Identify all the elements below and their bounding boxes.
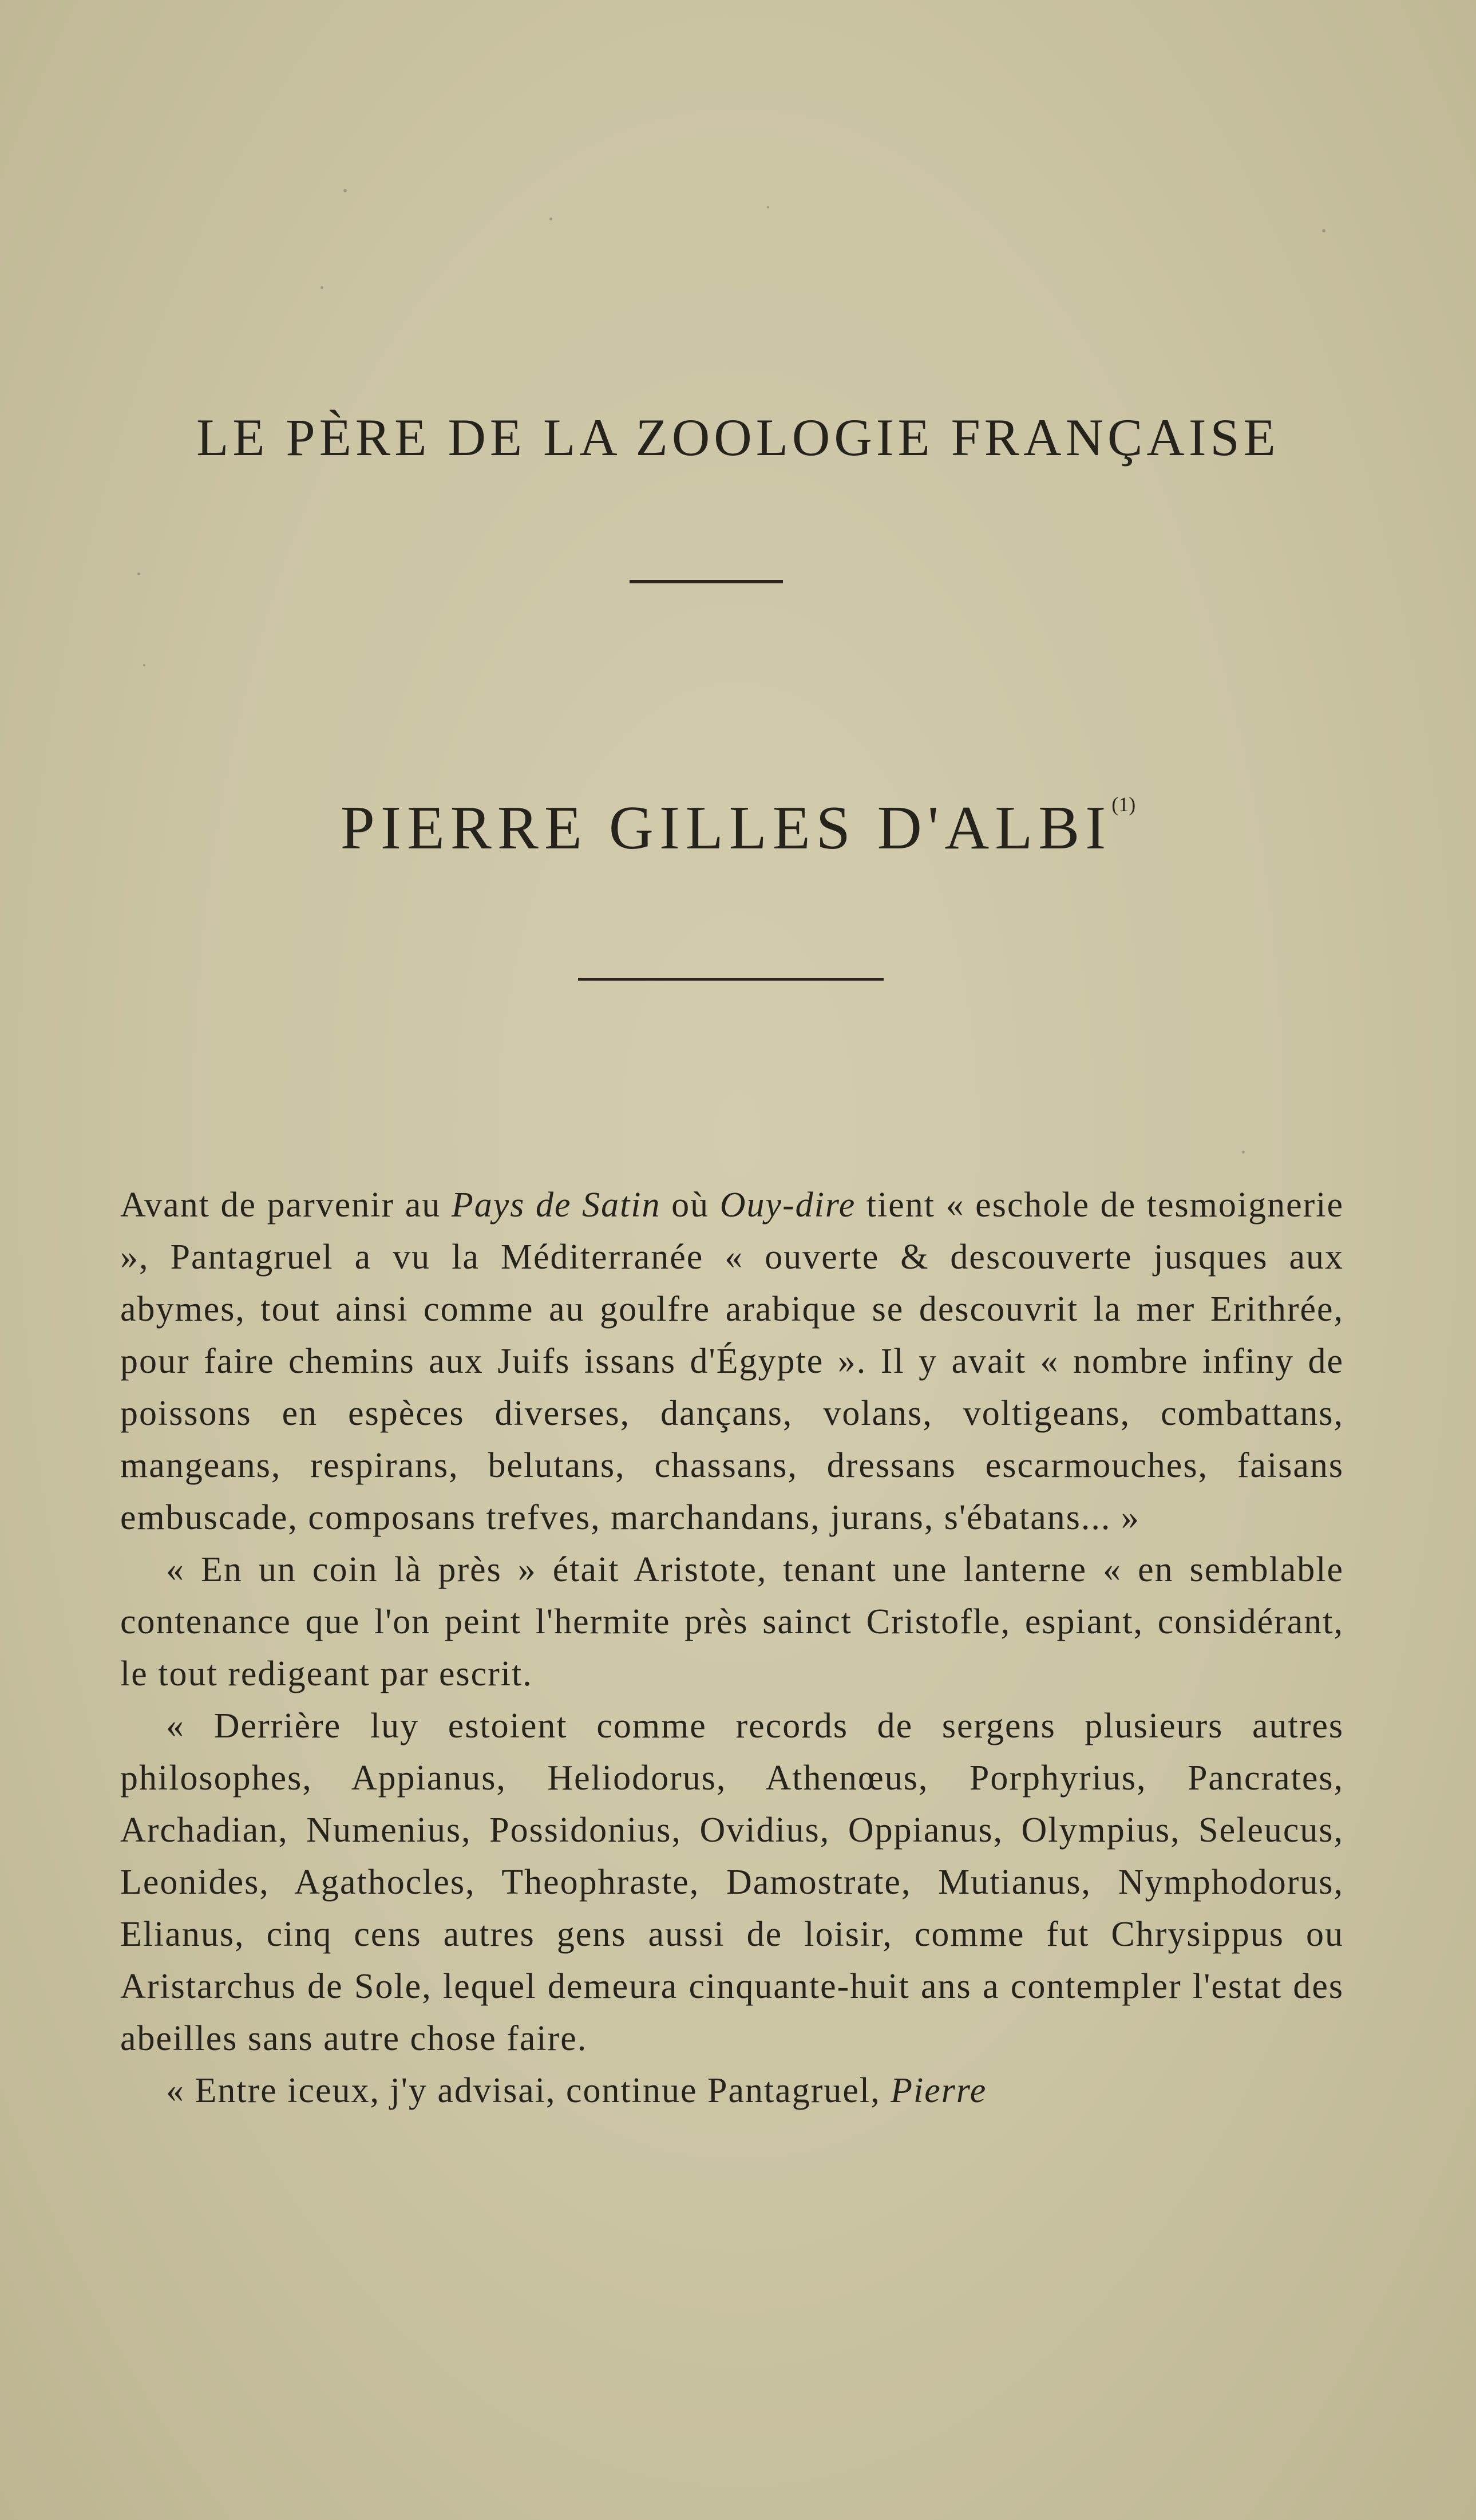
paper-speck: [767, 206, 769, 208]
italic-text: Pierre: [891, 2071, 987, 2110]
paper-speck: [1242, 1151, 1245, 1154]
paper-speck: [143, 664, 145, 666]
paper-speck: [549, 218, 552, 220]
paper-speck: [343, 189, 347, 192]
body-paragraph: [120, 2065, 1344, 2117]
body-paragraph: [120, 1179, 1344, 1544]
article-title-text: PIERRE GILLES D'ALBI: [340, 794, 1112, 862]
title-divider: [578, 978, 884, 981]
paragraph-text: Avant de parvenir au: [120, 1186, 452, 1225]
paper-speck: [320, 286, 323, 289]
article-body: [120, 1179, 1344, 2117]
italic-text: Ouy-dire: [719, 1186, 856, 1225]
paper-speck: [1322, 229, 1325, 232]
paragraph-text: « Entre iceux, j'y advisai, continue Pantagruel,: [166, 2071, 891, 2110]
paper-speck: [137, 572, 140, 575]
body-paragraph: [120, 1700, 1344, 2065]
body-paragraph: [120, 1544, 1344, 1700]
footnote-marker: (1): [1111, 793, 1136, 816]
article-title: [0, 793, 1476, 862]
paragraph-text: « En un coin là près » était Aristote, tenant une lanterne « en semblable contenance que l'on peint l'hermite près sainct Cristofle, espiant, considérant, le tout redigeant par escrit.: [120, 1550, 1344, 1693]
paragraph-text: « Derrière luy estoient comme records de sergens plusieurs autres philosophes, Appianus, Heliodorus, Athenœus, Porphyrius, Pancrates, Archadian, Numenius, Possidonius, Ovidius, Oppianus, Olympius, Seleucus, Leonides, Agathocles, Theophraste, Damostrate, Mutianus, Nymphodorus, Elianus, cinq cens autres gens aussi de loisir, comme fut Chrysippus ou Aristarchus de Sole, lequel demeura cinquante-huit ans a contempler l'estat des abeilles sans autre chose faire.: [120, 1707, 1344, 2058]
header-divider: [630, 580, 783, 583]
italic-text: Pays de Satin: [451, 1186, 661, 1225]
running-header-title: LE PÈRE DE LA ZOOLOGIE FRANÇAISE: [196, 408, 1280, 467]
paragraph-text: tient « eschole de tesmoignerie », Pantagruel a vu la Méditerranée « ouverte & descouverte jusques aux abymes, tout ainsi comme au goulfre arabique se descouvrit la mer Erithrée, pour faire chemins aux Juifs issans d'Égypte ». Il y avait « nombre infiny de poissons en espèces diverses, dançans, volans, voltigeans, combattans, mangeans, respirans, belutans, chassans, dressans escarmouches, faisans embuscade, composans trefves, marchandans, jurans, s'ébatans... »: [120, 1186, 1344, 1537]
paragraph-text: où: [660, 1186, 720, 1225]
